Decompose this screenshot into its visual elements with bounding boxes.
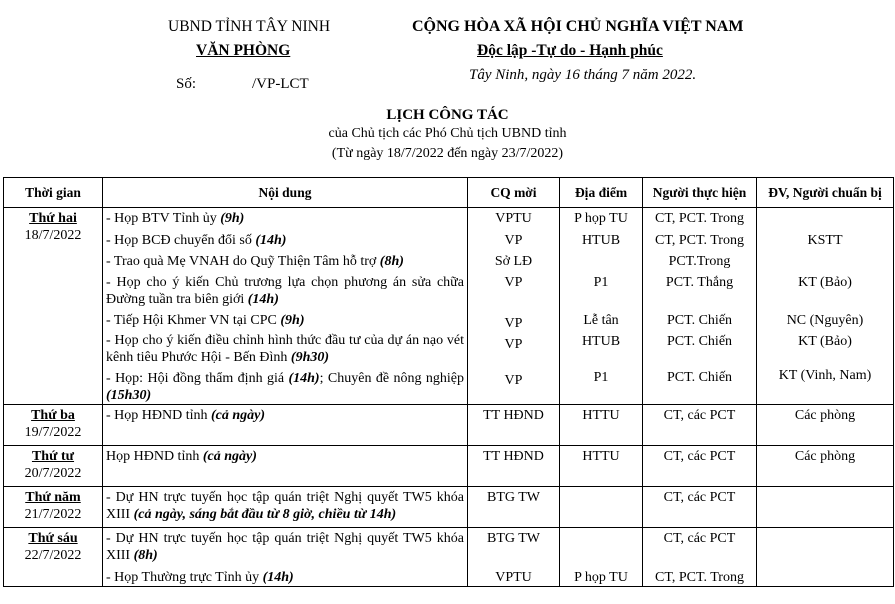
office-name: VĂN PHÒNG xyxy=(196,42,291,59)
performer-cell: CT, các PCT xyxy=(643,487,757,528)
location: P họp TU xyxy=(574,570,628,585)
day-cell xyxy=(4,446,103,487)
doc-number-label: Số: xyxy=(176,76,197,92)
preparer: KSTT xyxy=(807,233,843,248)
day-cell xyxy=(4,528,103,587)
agenda-text: - Họp cho ý kiến điều chỉnh hình thức đầu tư của dự án nạo vét kênh tiêu Phước Hội - Bến Đình xyxy=(106,333,464,365)
inviter-cell: BTG TW xyxy=(468,487,560,528)
inviter: VP xyxy=(504,233,523,248)
content-cell xyxy=(103,528,468,587)
schedule-table xyxy=(3,177,894,587)
agenda-text: - Họp BTV Tỉnh ủy xyxy=(106,211,221,226)
col-header-content: Nội dung xyxy=(103,178,468,208)
location: HTUB xyxy=(581,334,621,349)
doc-number-code: /VP-LCT xyxy=(252,76,309,92)
location: P1 xyxy=(593,370,609,385)
inviter: VP xyxy=(504,337,523,352)
location-cell: HTTU xyxy=(560,446,643,487)
inviter-cell xyxy=(468,528,560,587)
inviter-cell: TT HĐND xyxy=(468,405,560,446)
content-cell xyxy=(103,405,468,446)
inviter: VP xyxy=(504,275,523,290)
inviter: VP xyxy=(504,373,523,388)
day-name: Thứ năm xyxy=(25,490,81,505)
agenda-time: (cả ngày) xyxy=(202,449,257,464)
agenda-time: (14h) xyxy=(288,371,320,386)
preparer-cell: Các phòng xyxy=(757,405,894,446)
location xyxy=(563,253,639,270)
table-row xyxy=(4,528,894,587)
agenda-time: (cả ngày, sáng bắt đầu từ 8 giờ, chiều từ 14h) xyxy=(133,507,397,522)
performer-cell xyxy=(643,208,757,405)
day-name: Thứ ba xyxy=(31,408,75,423)
content-cell xyxy=(103,208,468,405)
agenda-text: Họp HĐND tỉnh xyxy=(106,449,203,464)
performer: PCT.Trong xyxy=(668,254,731,269)
date-range: (Từ ngày 18/7/2022 đến ngày 23/7/2022) xyxy=(331,146,564,161)
agenda-time: (8h) xyxy=(379,254,404,269)
col-header-performer: Người thực hiện xyxy=(643,178,757,208)
motto: Độc lập -Tự do - Hạnh phúc xyxy=(477,42,663,59)
inviter-cell: TT HĐND xyxy=(468,446,560,487)
location-cell xyxy=(560,208,643,405)
preparer-cell xyxy=(757,487,894,528)
col-header-inviter: CQ mời xyxy=(468,178,560,208)
agenda-item xyxy=(106,530,464,564)
inviter: VPTU xyxy=(495,570,532,585)
agenda-time: (14h) xyxy=(262,570,294,585)
preparer xyxy=(760,210,890,227)
agenda-text: - Tiếp Hội Khmer VN tại CPC xyxy=(106,313,281,328)
col-header-time: Thời gian xyxy=(4,178,103,208)
preparer-cell xyxy=(757,208,894,405)
performer: PCT. Chiến xyxy=(666,370,733,385)
performer: PCT. Chiến xyxy=(666,313,733,328)
agenda-time: (9h) xyxy=(220,211,245,226)
agenda-item xyxy=(106,210,464,227)
performer: CT, PCT. Trong xyxy=(655,211,744,226)
preparer: KT (Bảo) xyxy=(798,275,852,290)
page-subtitle: của Chủ tịch các Phó Chủ tịch UBND tỉnh xyxy=(328,126,567,141)
inviter: Sở LĐ xyxy=(494,254,533,269)
agenda-time: (15h30) xyxy=(106,388,152,403)
location-cell xyxy=(560,528,643,587)
performer: PCT. Thắng xyxy=(665,275,734,290)
location: P họp TU xyxy=(574,211,628,226)
content-cell xyxy=(103,487,468,528)
performer: CT, các PCT xyxy=(663,531,736,546)
day-cell xyxy=(4,487,103,528)
performer: PCT. Chiến xyxy=(666,334,733,349)
col-header-preparer: ĐV, Người chuẩn bị xyxy=(757,178,894,208)
preparer-cell xyxy=(757,528,894,587)
agenda-time: (9h30) xyxy=(290,350,330,365)
page-title: LỊCH CÔNG TÁC xyxy=(386,107,509,123)
table-row xyxy=(4,487,894,528)
preparer: NC (Nguyên) xyxy=(786,313,864,328)
day-date: 20/7/2022 xyxy=(24,466,82,481)
day-cell xyxy=(4,405,103,446)
agenda-text: - Trao quà Mẹ VNAH do Quỹ Thiện Tâm hỗ trợ xyxy=(106,254,380,269)
agenda-item xyxy=(106,253,464,270)
agenda-text: - Họp: Hội đồng thẩm định giá xyxy=(106,371,289,386)
day-name: Thứ sáu xyxy=(28,531,78,546)
agenda-text: - Họp HĐND tỉnh xyxy=(106,408,211,423)
location-cell: HTTU xyxy=(560,405,643,446)
agenda-text: - Họp cho ý kiến Chủ trương lựa chọn phương án sửa chữa Đường tuần tra biên giới xyxy=(106,275,464,307)
preparer: KT (Vinh, Nam) xyxy=(778,368,872,383)
day-date: 19/7/2022 xyxy=(24,425,82,440)
performer-cell: CT, các PCT xyxy=(643,446,757,487)
location: Lễ tân xyxy=(583,313,619,328)
inviter: VPTU xyxy=(495,211,532,226)
day-date: 21/7/2022 xyxy=(24,507,82,522)
location-cell xyxy=(560,487,643,528)
preparer xyxy=(760,253,890,270)
table-row xyxy=(4,208,894,405)
performer-cell: CT, các PCT xyxy=(643,405,757,446)
agenda-text: - Họp Thường trực Tỉnh ủy xyxy=(106,570,263,585)
day-name: Thứ hai xyxy=(29,211,77,226)
nation-title: CỘNG HÒA XÃ HỘI CHỦ NGHĨA VIỆT NAM xyxy=(412,18,744,35)
table-row xyxy=(4,446,894,487)
agenda-item xyxy=(106,569,464,586)
content-cell xyxy=(103,446,468,487)
table-row xyxy=(4,405,894,446)
agenda-text: ; Chuyên đề nông nghiệp xyxy=(319,371,464,386)
inviter-cell xyxy=(468,208,560,405)
inviter: BTG TW xyxy=(486,531,540,546)
inviter: VP xyxy=(504,316,523,331)
agenda-item xyxy=(106,312,464,329)
col-header-location: Địa điểm xyxy=(560,178,643,208)
agenda-item xyxy=(106,332,464,366)
place-date: Tây Ninh, ngày 16 tháng 7 năm 2022. xyxy=(469,67,697,83)
table-header-row xyxy=(4,178,894,208)
preparer: KT (Bảo) xyxy=(798,334,852,349)
agenda-time: (9h) xyxy=(280,313,305,328)
day-date: 22/7/2022 xyxy=(24,548,82,563)
preparer xyxy=(760,530,890,564)
location xyxy=(563,530,639,564)
day-name: Thứ tư xyxy=(31,449,75,464)
agenda-item xyxy=(106,370,464,404)
agenda-time: (8h) xyxy=(133,548,158,563)
agenda-text: - Họp BCĐ chuyển đổi số xyxy=(106,233,256,248)
agenda-time: (14h) xyxy=(247,292,279,307)
agenda-text: - Dự HN trực tuyến học tập quán triệt Nghị quyết TW5 khóa XIII xyxy=(106,531,464,563)
org-name: UBND TỈNH TÂY NINH xyxy=(168,18,331,35)
preparer-cell: Các phòng xyxy=(757,446,894,487)
day-date: 18/7/2022 xyxy=(24,228,82,243)
location: HTUB xyxy=(581,233,621,248)
agenda-text: - Dự HN trực tuyến học tập quán triệt Nghị quyết TW5 khóa XIII xyxy=(106,490,464,522)
performer-cell xyxy=(643,528,757,587)
location: P1 xyxy=(593,275,609,290)
performer: CT, PCT. Trong xyxy=(655,570,744,585)
agenda-time: (14h) xyxy=(255,233,287,248)
performer: CT, PCT. Trong xyxy=(655,233,744,248)
day-cell xyxy=(4,208,103,405)
agenda-item xyxy=(106,274,464,308)
agenda-item xyxy=(106,232,464,249)
agenda-time: (cả ngày) xyxy=(211,408,266,423)
